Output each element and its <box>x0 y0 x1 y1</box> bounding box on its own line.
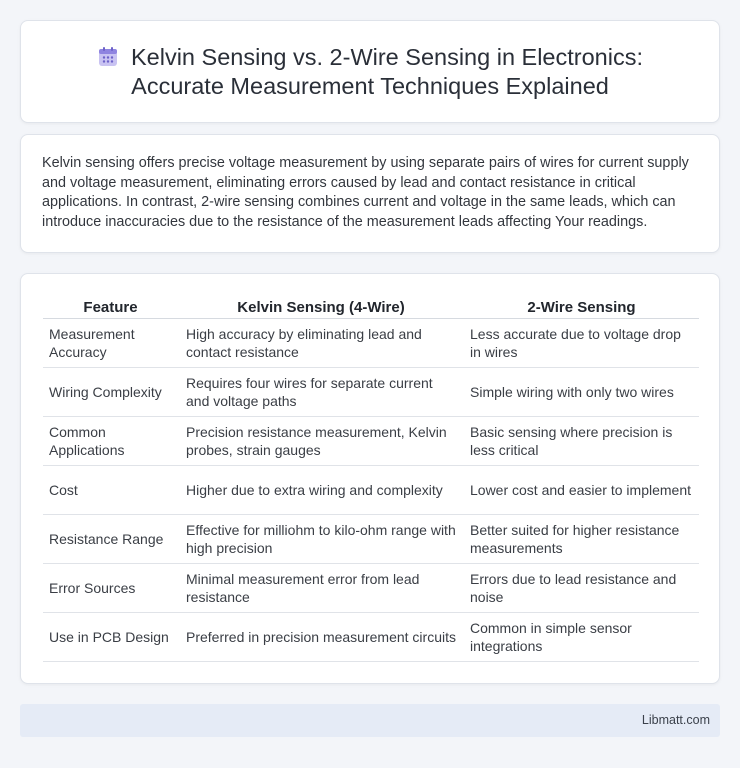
cell-kelvin: Minimal measurement error from lead resistance <box>178 563 464 612</box>
table-header-row <box>43 296 699 318</box>
page-title <box>21 43 719 101</box>
title-line-1: Kelvin Sensing vs. 2-Wire Sensing in Electronics: <box>131 44 643 70</box>
footer-brand: Libmatt.com <box>641 713 710 727</box>
cell-kelvin: Effective for milliohm to kilo-ohm range with high precision <box>178 514 464 563</box>
table-row <box>43 367 699 416</box>
cell-kelvin: High accuracy by eliminating lead and contact resistance <box>178 318 464 367</box>
table-row <box>43 514 699 563</box>
cell-2wire: Errors due to lead resistance and noise <box>464 563 699 612</box>
table-row <box>43 416 699 465</box>
cell-kelvin: Preferred in precision measurement circuits <box>178 612 464 661</box>
footer-bar <box>20 704 720 737</box>
intro-card <box>20 134 720 253</box>
table-row <box>43 465 699 514</box>
cell-kelvin: Higher due to extra wiring and complexity <box>178 465 464 514</box>
header-2wire: 2-Wire Sensing <box>464 296 699 318</box>
cell-feature: Resistance Range <box>43 514 178 563</box>
calendar-icon <box>97 46 119 68</box>
intro-paragraph: Kelvin sensing offers precise voltage measurement by using separate pairs of wires for current supply and voltage measurement, eliminating errors caused by lead and contact resistance in critical applications. In contrast, 2-wire sensing combines current and voltage in the same leads, which can introduce inaccuracies due to the resistance of the measurement leads affecting Your readings. <box>42 155 689 230</box>
cell-feature: Use in PCB Design <box>43 612 178 661</box>
cell-feature: Measurement Accuracy <box>43 318 178 367</box>
cell-feature: Error Sources <box>43 563 178 612</box>
table-row <box>43 563 699 612</box>
cell-2wire: Better suited for higher resistance measurements <box>464 514 699 563</box>
cell-kelvin: Requires four wires for separate current and voltage paths <box>178 367 464 416</box>
cell-2wire: Less accurate due to voltage drop in wires <box>464 318 699 367</box>
title-line-2: Accurate Measurement Techniques Explained <box>131 73 609 99</box>
comparison-table <box>43 296 699 662</box>
cell-2wire: Simple wiring with only two wires <box>464 367 699 416</box>
cell-2wire: Basic sensing where precision is less critical <box>464 416 699 465</box>
cell-2wire: Common in simple sensor integrations <box>464 612 699 661</box>
title-card <box>20 20 720 123</box>
cell-feature: Cost <box>43 465 178 514</box>
cell-2wire: Lower cost and easier to implement <box>464 465 699 514</box>
header-feature: Feature <box>43 296 178 318</box>
cell-feature: Common Applications <box>43 416 178 465</box>
table-row <box>43 318 699 367</box>
header-kelvin: Kelvin Sensing (4-Wire) <box>178 296 464 318</box>
comparison-card <box>20 273 720 684</box>
table-row <box>43 612 699 661</box>
cell-feature: Wiring Complexity <box>43 367 178 416</box>
cell-kelvin: Precision resistance measurement, Kelvin probes, strain gauges <box>178 416 464 465</box>
